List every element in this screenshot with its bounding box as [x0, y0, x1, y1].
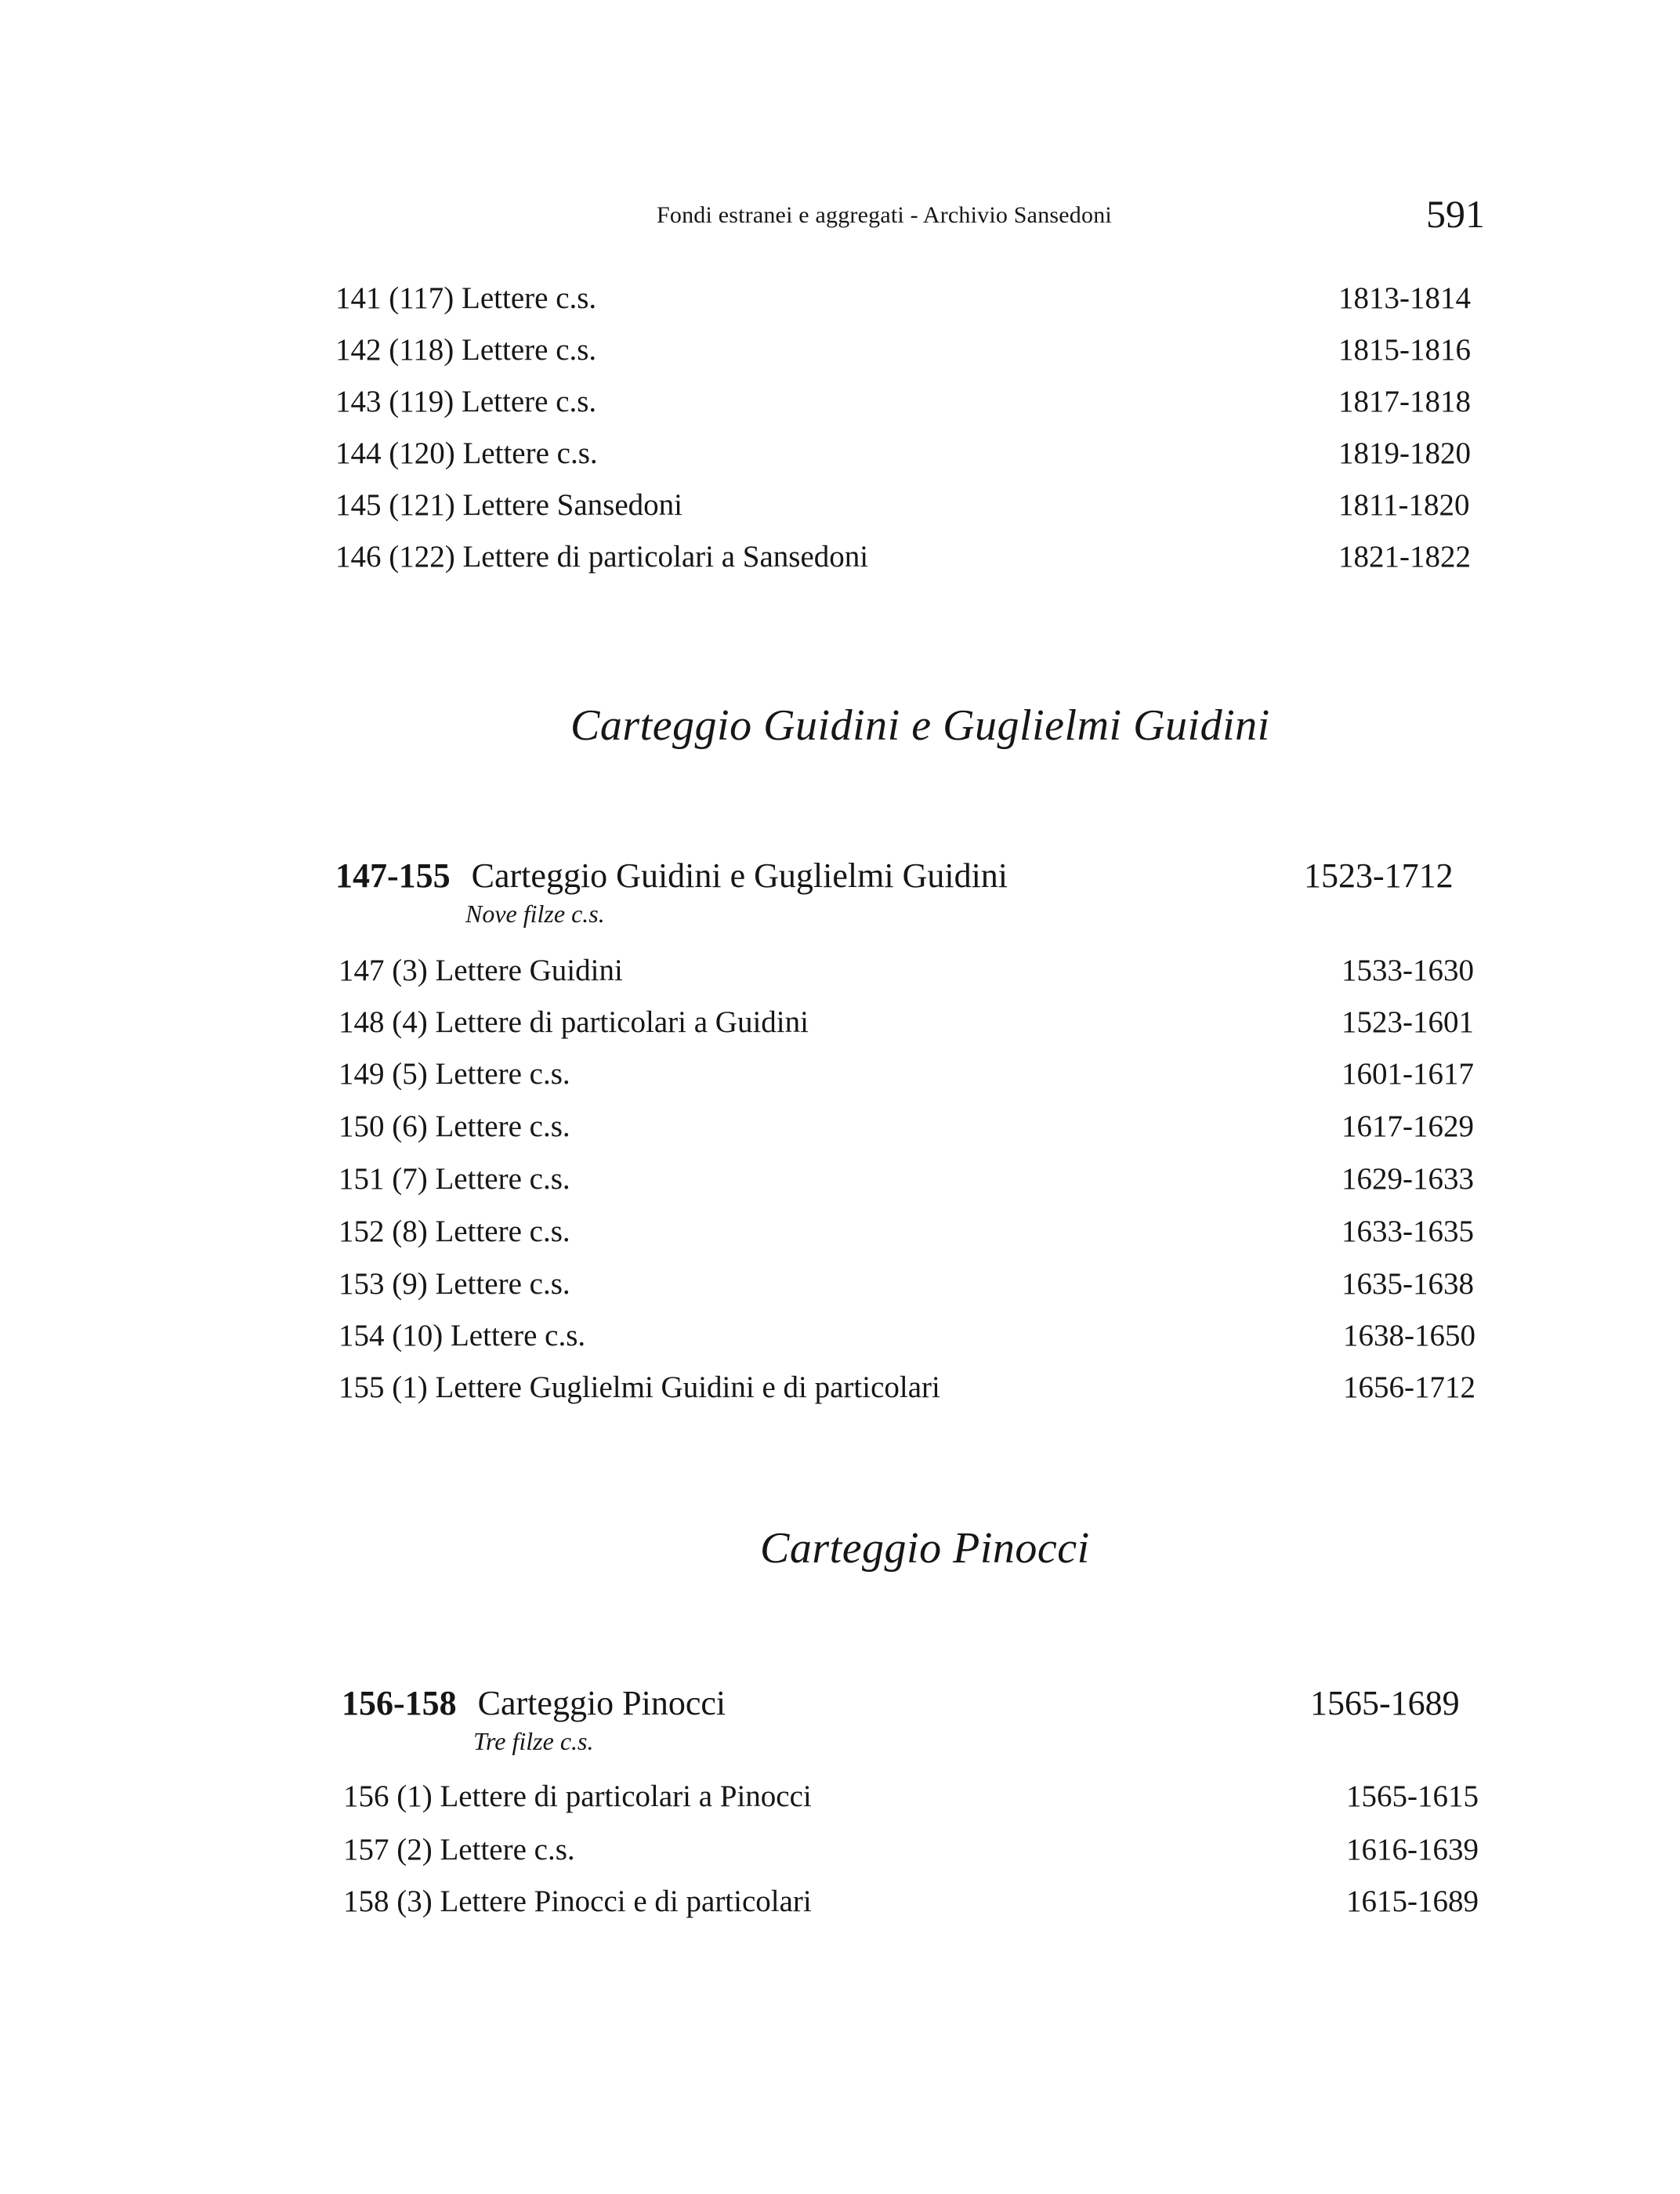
item-dates: 1523-1601 [1341, 1005, 1474, 1039]
list-item [343, 1779, 1487, 1819]
item-dates: 1615-1689 [1346, 1884, 1479, 1918]
item-label: 150 (6) Lettere c.s. [339, 1110, 570, 1143]
item-dates: 1601-1617 [1341, 1057, 1474, 1091]
item-label: 153 (9) Lettere c.s. [339, 1267, 570, 1301]
item-dates: 1629-1633 [1341, 1162, 1474, 1196]
list-item [339, 953, 1483, 994]
list-item [335, 281, 1479, 321]
item-dates: 1815-1816 [1338, 333, 1471, 367]
item-dates: 1811-1820 [1338, 488, 1470, 522]
series-heading-guidini [335, 856, 1479, 896]
item-label: 147 (3) Lettere Guidini [339, 954, 623, 987]
list-item [339, 1370, 1483, 1410]
list-item [335, 539, 1479, 580]
item-dates: 1533-1630 [1341, 954, 1474, 987]
item-label: 151 (7) Lettere c.s. [339, 1162, 570, 1196]
series-dates: 1565-1689 [1310, 1684, 1460, 1722]
list-item [339, 1214, 1483, 1254]
item-label: 145 (121) Lettere Sansedoni [335, 488, 682, 522]
item-dates: 1635-1638 [1341, 1267, 1474, 1301]
item-label: 149 (5) Lettere c.s. [339, 1057, 570, 1091]
item-dates: 1616-1639 [1346, 1833, 1479, 1866]
item-label: 152 (8) Lettere c.s. [339, 1215, 570, 1248]
item-dates: 1638-1650 [1343, 1319, 1475, 1352]
item-label: 157 (2) Lettere c.s. [343, 1833, 575, 1866]
series-range: 147-155 [335, 856, 451, 895]
item-label: 154 (10) Lettere c.s. [339, 1319, 586, 1352]
list-item [343, 1832, 1487, 1873]
list-item [339, 1266, 1483, 1307]
list-item [335, 436, 1479, 476]
item-dates: 1633-1635 [1341, 1215, 1474, 1248]
running-header: Fondi estranei e aggregati - Archivio Sansedoni [657, 202, 1112, 228]
item-label: 141 (117) Lettere c.s. [335, 281, 597, 315]
item-label: 142 (118) Lettere c.s. [335, 333, 597, 367]
item-label: 148 (4) Lettere di particolari a Guidini [339, 1005, 809, 1039]
item-dates: 1656-1712 [1343, 1370, 1475, 1404]
list-item [339, 1161, 1483, 1202]
series-title: Carteggio Pinocci [477, 1684, 726, 1722]
list-item [335, 487, 1479, 528]
item-label: 156 (1) Lettere di particolari a Pinocci [343, 1779, 812, 1813]
item-label: 155 (1) Lettere Guglielmi Guidini e di particolari [339, 1370, 940, 1404]
list-item [339, 1056, 1483, 1097]
item-dates: 1565-1615 [1346, 1779, 1479, 1813]
item-label: 146 (122) Lettere di particolari a Sansedoni [335, 540, 869, 574]
series-range: 156-158 [342, 1684, 457, 1722]
page-number: 591 [1426, 192, 1485, 236]
series-heading-pinocci [342, 1683, 1486, 1723]
list-item [335, 384, 1479, 425]
item-label: 158 (3) Lettere Pinocci e di particolari [343, 1884, 812, 1918]
list-item [339, 1005, 1483, 1045]
section-title-pinocci: Carteggio Pinocci [760, 1524, 1090, 1573]
item-dates: 1813-1814 [1338, 281, 1471, 315]
item-dates: 1817-1818 [1338, 385, 1471, 418]
list-item [339, 1109, 1483, 1149]
list-item [339, 1318, 1483, 1359]
series-dates: 1523-1712 [1304, 856, 1454, 895]
item-dates: 1617-1629 [1341, 1110, 1474, 1143]
series-note: Nove filze c.s. [465, 900, 605, 928]
section-title-guidini: Carteggio Guidini e Guglielmi Guidini [570, 701, 1270, 750]
list-item [343, 1884, 1487, 1924]
series-title: Carteggio Guidini e Guglielmi Guidini [471, 856, 1008, 895]
item-dates: 1819-1820 [1338, 436, 1471, 470]
item-label: 143 (119) Lettere c.s. [335, 385, 597, 418]
series-note: Tre filze c.s. [473, 1727, 594, 1755]
list-item [335, 332, 1479, 373]
item-label: 144 (120) Lettere c.s. [335, 436, 598, 470]
item-dates: 1821-1822 [1338, 540, 1471, 574]
